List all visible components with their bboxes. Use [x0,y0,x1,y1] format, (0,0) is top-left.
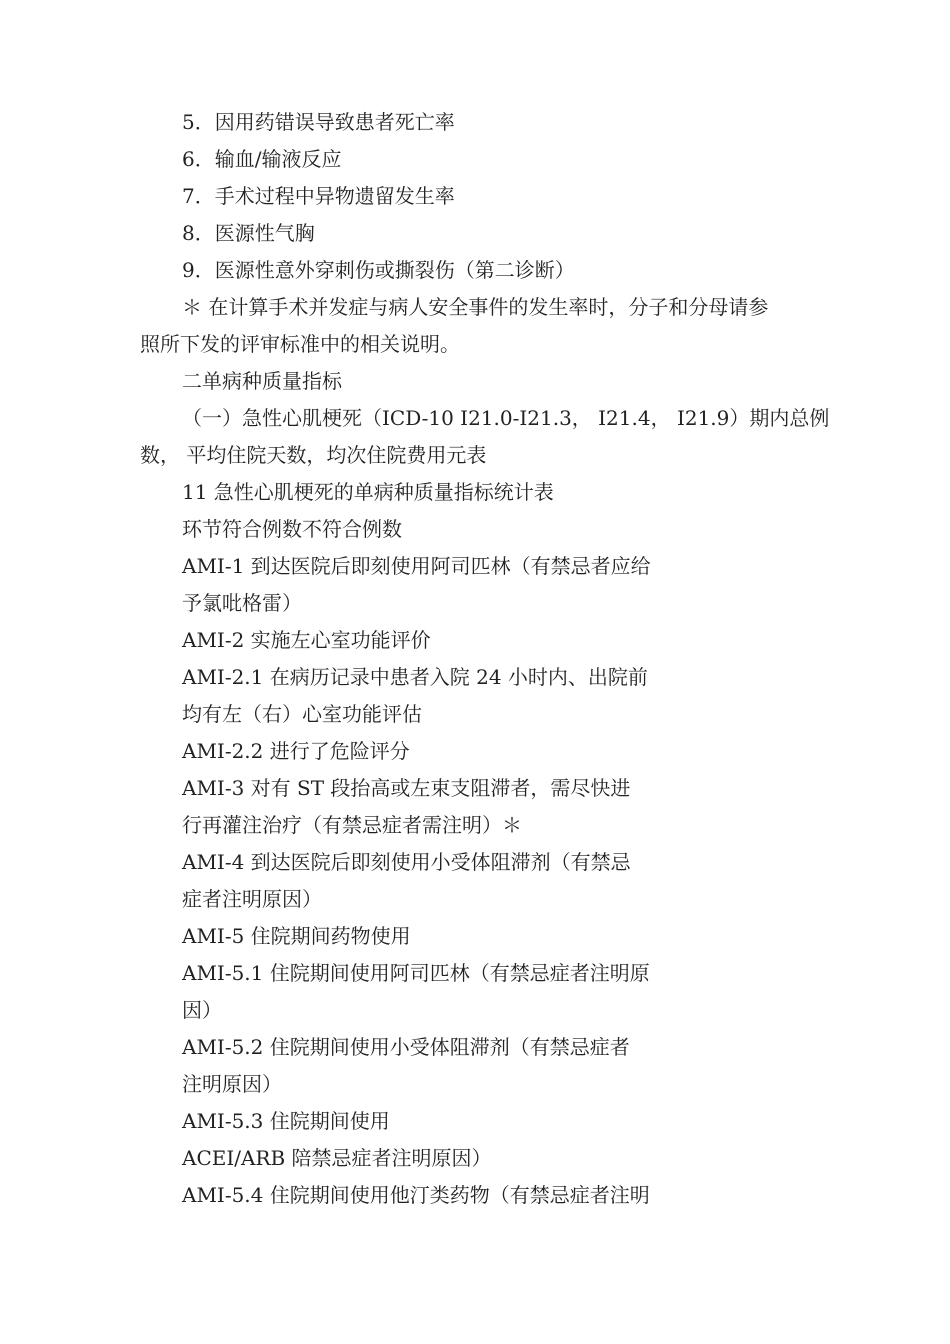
indicator-line: 症者注明原因） [182,887,322,911]
text-line: 数， 平均住院天数，均次住院费用元表 [140,443,487,467]
indicator-line: ACEI/ARB 陪禁忌症者注明原因） [182,1146,492,1170]
section-heading: 二单病种质量指标 [182,369,342,393]
indicator-line: AMI-2.2 进行了危险评分 [182,739,410,763]
indicator-line: AMI-2 实施左心室功能评价 [182,628,431,652]
indicator-line: AMI-5.2 住院期间使用小受体阻滞剂（有禁忌症者 [182,1035,630,1059]
table-caption: 11 急性心肌梗死的单病种质量指标统计表 [182,480,554,504]
text-line: 9．医源性意外穿刺伤或撕裂伤（第二诊断） [182,258,575,282]
indicator-line: AMI-5.4 住院期间使用他汀类药物（有禁忌症者注明 [182,1183,650,1207]
indicator-line: 行再灌注治疗（有禁忌症者需注明）＊ [182,813,522,837]
indicator-line: AMI-3 对有 ST 段抬高或左束支阻滞者，需尽快进 [182,776,631,800]
indicator-line: AMI-5.3 住院期间使用 [182,1109,390,1133]
indicator-line: AMI-1 到达医院后即刻使用阿司匹林（有禁忌者应给 [182,554,651,578]
table-header: 环节符合例数不符合例数 [182,517,402,541]
text-line: 6．输血/输液反应 [182,147,342,171]
text-line: （一）急性心肌梗死（ICD-10 I21.0-I21.3， I21.4， I21.9）期内总例 [182,406,830,430]
indicator-line: AMI-4 到达医院后即刻使用小受体阻滞剂（有禁忌 [182,850,631,874]
indicator-line: 予氯吡格雷） [182,591,302,615]
indicator-line: 均有左（右）心室功能评估 [182,702,422,726]
indicator-line: 注明原因） [182,1072,282,1096]
text-line: 8．医源性气胸 [182,221,315,245]
indicator-line: 因） [182,998,222,1022]
text-line: 7．手术过程中异物遗留发生率 [182,184,455,208]
text-line: 5．因用药错误导致患者死亡率 [182,110,455,134]
indicator-line: AMI-5 住院期间药物使用 [182,924,411,948]
indicator-line: AMI-2.1 在病历记录中患者入院 24 小时内、出院前 [182,665,648,689]
indicator-line: AMI-5.1 住院期间使用阿司匹林（有禁忌症者注明原 [182,961,650,985]
text-line: 照所下发的评审标准中的相关说明。 [140,332,460,356]
text-line: ＊ 在计算手术并发症与病人安全事件的发生率时，分子和分母请参 [182,295,769,319]
